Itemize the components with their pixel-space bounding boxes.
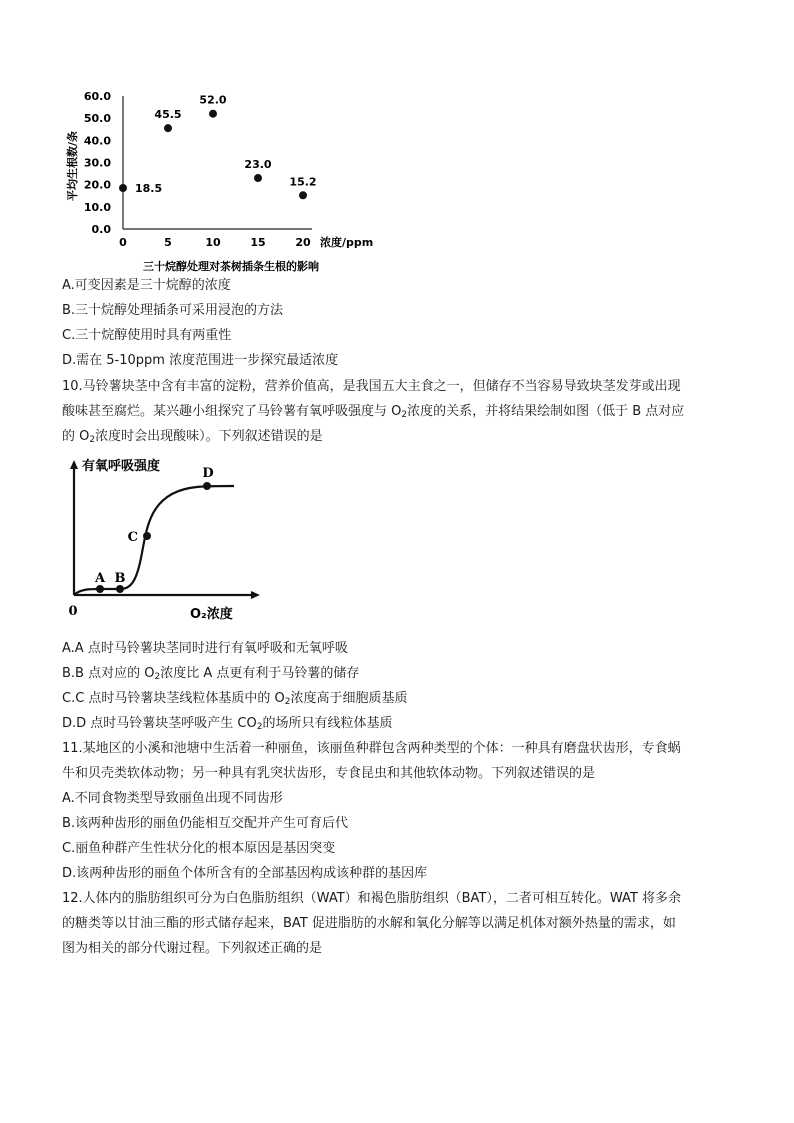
- y-tick-label: 40.0: [83, 134, 111, 148]
- x-tick-label: 20: [295, 236, 311, 249]
- data-point: [119, 184, 127, 192]
- q11-option-d: D.该两种齿形的丽鱼个体所含有的全部基因构成该种群的基因库: [62, 866, 428, 881]
- q9-option-c: C.三十烷醇使用时具有两重性: [62, 328, 232, 343]
- y-tick-label: 50.0: [83, 112, 111, 126]
- y-tick-labels: [84, 90, 111, 236]
- y-tick-label: 10.0: [83, 200, 111, 214]
- data-label: 15.2: [289, 175, 317, 189]
- data-point: [299, 191, 307, 199]
- point-a-label: A: [94, 571, 106, 586]
- q10-stem-line3: 的 $O_2$浓度时会出现酸味）。下列叙述错误的是: [62, 429, 323, 445]
- y-axis-title: 平均生根数/条: [66, 130, 79, 202]
- q11-option-b: B.该两种齿形的丽鱼仍能相互交配并产生可育后代: [62, 816, 349, 831]
- point-c-label: C: [127, 530, 138, 545]
- chart-title: 三十烷醇处理对茶树插条生根的影响: [143, 260, 319, 273]
- q10-option-c: C.C 点时马铃薯块茎线粒体基质中的 $O_2$浓度高于细胞质基质: [62, 691, 408, 707]
- x-tick-label: 15: [250, 236, 266, 249]
- q9-option-a: A.可变因素是三十烷醇的浓度: [62, 278, 231, 293]
- data-label: 45.5: [154, 108, 182, 122]
- q10-option-d: D.D 点时马铃薯块茎呼吸产生 $CO_2$的场所只有线粒体基质: [62, 716, 393, 732]
- respiration-curve-chart: [62, 458, 282, 628]
- y-axis-title: 有氧呼吸强度: [82, 459, 161, 474]
- point-d: [203, 482, 211, 490]
- q9-option-d: D.需在 5-10ppm 浓度范围进一步探究最适浓度: [62, 353, 339, 368]
- q11-option-a: A.不同食物类型导致丽鱼出现不同齿形: [62, 791, 283, 806]
- x-tick-label: 5: [164, 236, 172, 249]
- x-tick-label: 0: [119, 236, 127, 249]
- point-b: [116, 585, 124, 593]
- q10-stem-line1: 10.马铃薯块茎中含有丰富的淀粉，营养价值高，是我国五大主食之一，但储存不当容易导致块茎发芽或出现: [62, 379, 681, 394]
- q9-option-b: B.三十烷醇处理插条可采用浸泡的方法: [62, 303, 284, 318]
- point-b-label: B: [114, 571, 126, 586]
- x-tick-label: 10: [205, 236, 221, 249]
- data-point: [164, 124, 172, 132]
- x-axis-title: 浓度/ppm: [320, 236, 374, 249]
- data-label: 18.5: [135, 181, 163, 195]
- y-tick-label: 30.0: [83, 156, 111, 170]
- y-tick-label: 60.0: [83, 90, 111, 103]
- q11-option-c: C.丽鱼种群产生性状分化的根本原因是基因突变: [62, 841, 336, 856]
- q10-stem-line2: 酸味甚至腐烂。某兴趣小组探究了马铃薯有氧呼吸强度与 $O_2$浓度的关系，并将结果绘制如图（低于 B 点对应: [62, 404, 685, 420]
- rooting-scatter-chart: [62, 84, 374, 276]
- q12-stem-line1: 12.人体内的脂肪组织可分为白色脂肪组织（WAT）和褐色脂肪组织（BAT），二者可相互转化。WAT 将多余: [62, 891, 681, 906]
- origin-label: 0: [68, 604, 78, 619]
- point-c: [143, 532, 151, 540]
- q11-stem-line2: 牛和贝壳类软体动物；另一种具有乳突状齿形，专食昆虫和其他软体动物。下列叙述错误的是: [62, 766, 596, 781]
- x-tick-labels: [119, 236, 311, 249]
- q10-option-b: B.B 点对应的 $O_2$浓度比 A 点更有利于马铃薯的储存: [62, 666, 360, 682]
- q11-stem-line1: 11.某地区的小溪和池塘中生活着一种丽鱼，该丽鱼种群包含两种类型的个体：一种具有磨盘状齿形，专食蜗: [62, 741, 681, 756]
- point-d-label: D: [202, 466, 214, 481]
- data-point: [209, 110, 217, 118]
- q12-stem-line2: 的糖类等以甘油三酯的形式储存起来，BAT 促进脂肪的水解和氧化分解等以满足机体对额外热量的需求，如: [62, 916, 676, 931]
- data-label: 23.0: [244, 158, 272, 172]
- y-tick-label: 0.0: [91, 223, 111, 236]
- data-points: [119, 94, 317, 200]
- y-tick-label: 20.0: [83, 178, 111, 192]
- data-point: [254, 174, 262, 182]
- data-label: 52.0: [199, 93, 227, 107]
- x-axis-title: O₂浓度: [190, 607, 233, 622]
- q10-option-a: A.A 点时马铃薯块茎同时进行有氧呼吸和无氧呼吸: [62, 641, 348, 656]
- q12-stem-line3: 图为相关的部分代谢过程。下列叙述正确的是: [62, 941, 323, 956]
- point-a: [96, 585, 104, 593]
